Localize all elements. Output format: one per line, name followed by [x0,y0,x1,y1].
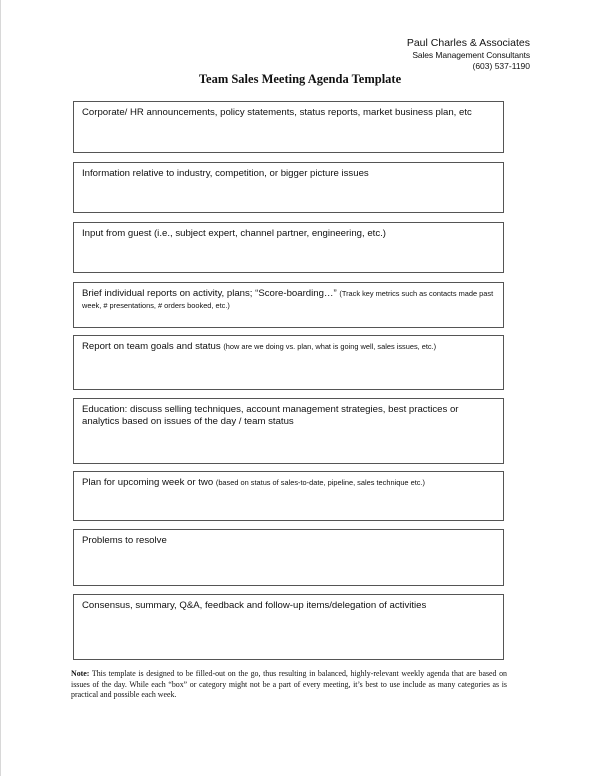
company-subtitle: Sales Management Consultants [412,50,530,60]
letterhead [407,37,530,72]
section-education[interactable] [73,398,504,464]
section-label: Plan for upcoming week or two [82,477,214,488]
footer-note [71,669,507,701]
section-consensus-summary[interactable] [73,594,504,660]
company-name: Paul Charles & Associates [406,37,530,49]
section-upcoming-plan[interactable] [73,471,504,521]
section-corporate-announcements[interactable] [73,101,504,153]
section-hint: (how are we doing vs. plan, what is going well, sales issues, etc.) [223,342,437,351]
section-team-goals[interactable] [73,335,504,390]
section-problems[interactable] [73,529,504,586]
section-label: Education: discuss selling techniques, account management strategies, best practices or analytics based on issues of the day / team status [82,404,459,427]
note-text: This template is designed to be filled-out on the go, thus resulting in balanced, highly-relevant weekly agenda that are based on issues of the day. While each “box” or category might not be a part of every meeting, it’s best to use include as many categories as is practical and possible each week. [71,669,507,699]
section-individual-reports[interactable] [73,282,504,328]
section-hint: (based on status of sales-to-date, pipeline, sales technique etc.) [215,478,425,487]
section-label: Problems to resolve [82,535,167,546]
section-label: Corporate/ HR announcements, policy statements, status reports, market business plan, etc [82,107,472,118]
section-label: Brief individual reports on activity, plans; “Score-boarding…” [82,288,337,299]
document-title: Team Sales Meeting Agenda Template [198,72,402,86]
section-industry-information[interactable] [73,162,504,213]
section-label: Input from guest (i.e., subject expert, channel partner, engineering, etc.) [82,228,386,239]
section-hint: (Track key metrics such as contacts made past week, # presentations, # orders booked, etc.) [82,289,494,310]
section-label: Report on team goals and status [82,341,221,352]
section-label: Consensus, summary, Q&A, feedback and follow-up items/delegation of activities [82,600,427,611]
section-label: Information relative to industry, competition, or bigger picture issues [82,168,369,179]
company-phone: (603) 537-1190 [472,61,530,71]
note-label: Note: [71,669,90,678]
section-guest-input[interactable] [73,222,504,273]
